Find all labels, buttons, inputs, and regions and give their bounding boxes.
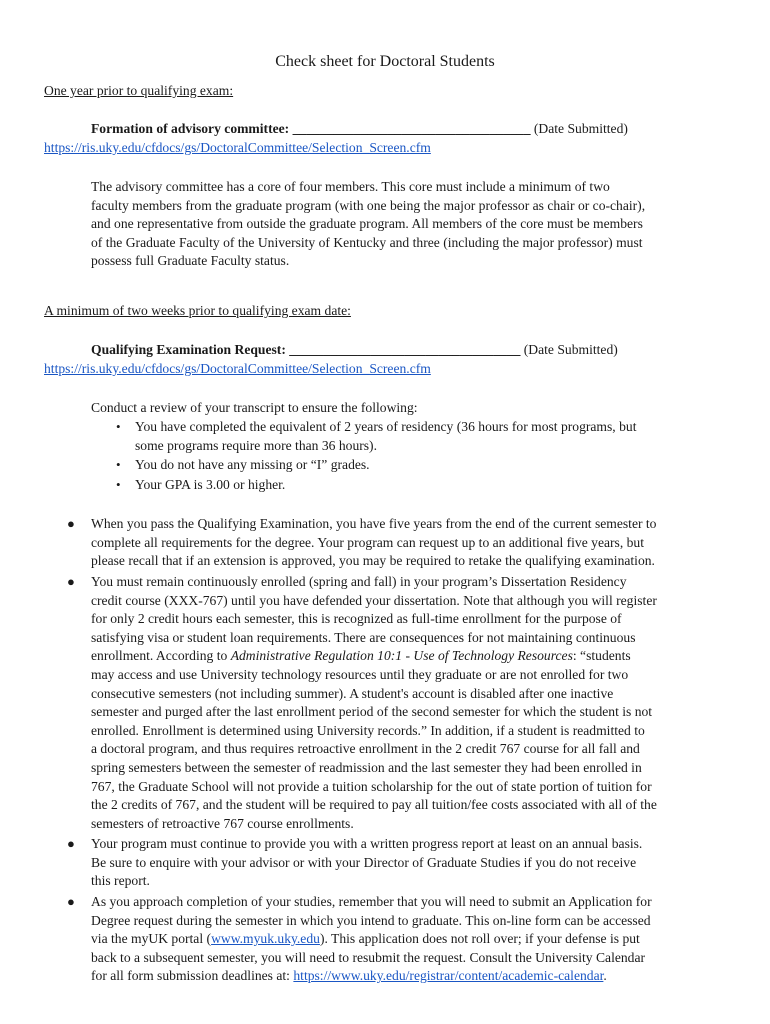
list-item-line: semester and purged after the last enrollment period of the second semester for which the student is not xyxy=(91,704,653,720)
section2-heading: A minimum of two weeks prior to qualifying exam date: xyxy=(44,303,351,318)
list-item-line: this report. xyxy=(91,873,150,889)
bullet-marker: • xyxy=(116,457,121,472)
list-item-line: a doctoral program, and thus requires retroactive enrollment in the 2 credit 767 course for all fall and xyxy=(91,741,640,757)
list-item-line: some programs require more than 36 hours). xyxy=(135,437,377,453)
section1-heading: One year prior to qualifying exam: xyxy=(44,83,234,98)
list-item-line: 767, the Graduate School will not provide a tuition scholarship for the out of state portion of tuition for xyxy=(91,778,652,794)
page-title: Check sheet for Doctoral Students xyxy=(275,53,495,70)
bullet-marker: • xyxy=(116,477,121,492)
list-item-line: for only 2 credit hours each semester, this is recognized as full-time enrollment for the purpose of xyxy=(91,611,622,627)
paragraph-line: and one representative from outside the graduate program. All members of the core must be members xyxy=(91,216,643,232)
bullet-marker: ● xyxy=(67,836,75,851)
paragraph-line: possess full Graduate Faculty status. xyxy=(91,253,290,269)
list-item-line: the 2 credits of 767, and the student will be required to pay all tuition/fee costs associated with all of the xyxy=(91,797,657,813)
list-item-line: Be sure to enquire with your advisor or with your Director of Graduate Studies if you do not receive xyxy=(91,854,637,870)
bullet-marker: ● xyxy=(67,894,75,909)
list-item-line: satisfying visa or student loan requirements. There are consequences for not maintaining continuous xyxy=(91,629,636,645)
list-item-line: semesters of retroactive 767 course enrollments. xyxy=(91,815,354,831)
list-item-line: You must remain continuously enrolled (spring and fall) in your program’s Dissertation Residency xyxy=(91,574,627,589)
list-item-line: please recall that if an extension is approved, you may be required to retake the qualifying examination. xyxy=(91,553,655,569)
advisory-committee-label: Formation of advisory committee: xyxy=(91,121,290,136)
regulation-suffix: : “students xyxy=(572,648,631,664)
list-item-line: Degree request during the semester in which you intend to graduate. This on-line form can be accessed xyxy=(91,912,651,928)
list-item-line: As you approach completion of your studies, remember that you will need to submit an Application for xyxy=(91,894,652,909)
calendar-suffix: . xyxy=(603,968,607,984)
list-item-line: When you pass the Qualifying Examination, you have five years from the end of the current semester to xyxy=(91,516,657,531)
list-item-line xyxy=(91,930,751,949)
qualifying-date-label: (Date Submitted) xyxy=(523,342,618,357)
list-item-line: consecutive semesters (not including summer). A student's account is disabled after one inactive xyxy=(91,685,614,701)
advisory-paragraph xyxy=(91,178,731,271)
list-item-line: may access and use University technology resources until they graduate or are not enrolled for two xyxy=(91,666,629,682)
advisory-committee-line xyxy=(91,120,628,139)
list-item: Your GPA is 3.00 or higher. xyxy=(135,477,286,492)
list-item-line: spring semesters between the semester of readmission and the last semester they had been enrolled in xyxy=(91,759,642,775)
list-item xyxy=(135,418,735,455)
myuk-portal-link[interactable]: www.myuk.uky.edu xyxy=(211,931,320,947)
list-item-line: back to a subsequent semester, you will need to resubmit the request. Consult the University Calendar xyxy=(91,949,646,965)
transcript-review-intro: Conduct a review of your transcript to ensure the following: xyxy=(91,400,418,415)
list-item xyxy=(91,573,751,833)
qualifying-request-blank: __________________________________ xyxy=(289,342,521,357)
list-item-line: Your program must continue to provide you with a written progress report at least on an annual basis. xyxy=(91,836,643,851)
paragraph-line: of the Graduate Faculty of the University of Kentucky and three (including the major professor) must xyxy=(91,234,643,250)
bullet-marker: ● xyxy=(67,516,75,531)
portal-prefix: via the myUK portal ( xyxy=(91,931,212,947)
list-item: You do not have any missing or “I” grades. xyxy=(135,457,370,472)
academic-calendar-link[interactable]: https://www.uky.edu/registrar/content/academic-calendar xyxy=(293,968,604,984)
bullet-marker: ● xyxy=(67,574,75,589)
portal-suffix: ). This application does not roll over; if your defense is put xyxy=(319,931,640,947)
regulation-prefix: enrollment. According to xyxy=(91,648,231,664)
list-item-line: You have completed the equivalent of 2 years of residency (36 hours for most programs, but xyxy=(135,419,637,434)
calendar-prefix: for all form submission deadlines at: xyxy=(91,968,294,984)
bullet-marker: • xyxy=(116,419,121,434)
qualifying-request-line xyxy=(91,341,618,360)
list-item xyxy=(91,893,751,986)
list-item-line: credit course (XXX-767) until you have defended your dissertation. Note that although you will register xyxy=(91,592,657,608)
advisory-committee-link[interactable]: https://ris.uky.edu/cfdocs/gs/DoctoralCommittee/Selection_Screen.cfm xyxy=(44,140,431,155)
qualifying-request-link[interactable]: https://ris.uky.edu/cfdocs/gs/DoctoralCommittee/Selection_Screen.cfm xyxy=(44,361,431,376)
list-item-line xyxy=(91,967,751,986)
list-item xyxy=(91,515,751,571)
qualifying-request-label: Qualifying Examination Request: xyxy=(91,342,286,357)
list-item xyxy=(91,835,751,891)
regulation-title: Administrative Regulation 10:1 - Use of Technology Resources xyxy=(230,648,573,664)
advisory-committee-blank: ___________________________________ xyxy=(292,121,531,136)
paragraph-line: The advisory committee has a core of four members. This core must include a minimum of two xyxy=(91,179,610,194)
list-item-line: complete all requirements for the degree. Your program can request up to an additional five years, but xyxy=(91,534,645,550)
list-item-line: enrolled. Enrollment is determined using University records.” In addition, if a student is readmitted to xyxy=(91,722,645,738)
advisory-date-label: (Date Submitted) xyxy=(533,121,628,136)
list-item-line xyxy=(91,647,751,666)
paragraph-line: faculty members from the graduate program (with one being the major professor as chair or co-chair), xyxy=(91,197,646,213)
